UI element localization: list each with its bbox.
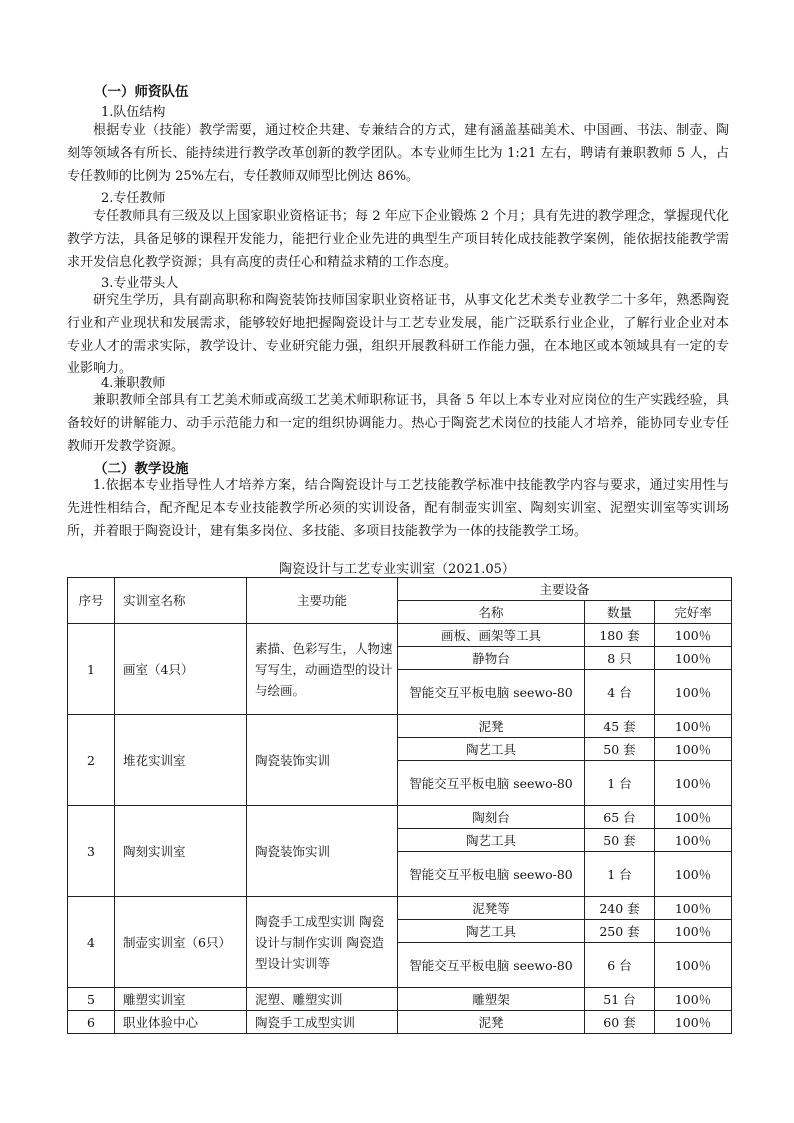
equipment-name: 陶艺工具 bbox=[398, 920, 585, 943]
equipment-rate: 100％ bbox=[655, 806, 732, 829]
row-room: 雕塑实训室 bbox=[115, 988, 247, 1011]
row-function: 泥塑、雕塑实训 bbox=[247, 988, 398, 1011]
equipment-quantity: 8 只 bbox=[585, 647, 655, 670]
subheading-program-leader: 3.专业带头人 bbox=[101, 276, 179, 291]
table-row bbox=[68, 715, 732, 738]
equipment-rate: 100％ bbox=[655, 943, 732, 988]
equipment-rate: 100％ bbox=[655, 738, 732, 761]
row-function: 陶瓷手工成型实训 陶瓷设计与制作实训 陶瓷造型设计实训等 bbox=[247, 897, 398, 988]
row-no: 6 bbox=[68, 1011, 115, 1034]
equipment-quantity: 50 套 bbox=[585, 738, 655, 761]
row-no: 1 bbox=[68, 624, 115, 715]
equipment-quantity: 240 套 bbox=[585, 897, 655, 920]
equipment-name: 泥凳 bbox=[398, 1011, 585, 1034]
equipment-quantity: 50 套 bbox=[585, 829, 655, 852]
paragraph-program-leader: 研究生学历，具有副高职称和陶瓷装饰技师国家职业资格证书，从事文化艺术类专业教学二十多年，熟悉陶瓷行业和产业现状和发展需求，能够较好地把握陶瓷设计与工艺专业发展，能广泛联系行业企业，了解行业企业对本专业人才的需求实际，教学设计、专业研究能力强，组织开展教科研工作能力强，在本地区或本领域具有一定的专业影响力。 bbox=[67, 293, 729, 377]
equipment-name: 智能交互平板电脑 seewo-80 bbox=[398, 761, 585, 806]
table-row bbox=[68, 806, 732, 829]
equipment-quantity: 250 套 bbox=[585, 920, 655, 943]
equipment-name: 智能交互平板电脑 seewo-80 bbox=[398, 670, 585, 715]
equipment-quantity: 180 套 bbox=[585, 624, 655, 647]
equipment-name: 画板、画架等工具 bbox=[398, 624, 585, 647]
row-no: 3 bbox=[68, 806, 115, 897]
row-no: 5 bbox=[68, 988, 115, 1011]
subheading-parttime-teachers: 4.兼职教师 bbox=[101, 376, 166, 391]
equipment-name: 静物台 bbox=[398, 647, 585, 670]
equipment-rate: 100％ bbox=[655, 715, 732, 738]
equipment-rate: 100％ bbox=[655, 988, 732, 1011]
equipment-rate: 100％ bbox=[655, 647, 732, 670]
row-function: 素描、色彩写生，人物速写写生，动画造型的设计与绘画。 bbox=[247, 624, 398, 715]
header-equipment-name: 名称 bbox=[398, 601, 585, 624]
paragraph-fulltime-teachers: 专任教师具有三级及以上国家职业资格证书；每 2 年应下企业锻炼 2 个月；具有先进的教学理念，掌握现代化教学方法，具备足够的课程开发能力，能把行业企业先进的典型生产项目转化成技能教学案例，能依据技能教学需求开发信息化教学资源；具有高度的责任心和精益求精的工作态度。 bbox=[67, 209, 729, 270]
equipment-name: 智能交互平板电脑 seewo-80 bbox=[398, 852, 585, 897]
row-room: 陶刻实训室 bbox=[115, 806, 247, 897]
paragraph-parttime-teachers: 兼职教师全部具有工艺美术师或高级工艺美术师职称证书，具备 5 年以上本专业对应岗位的生产实践经验，具备较好的讲解能力、动手示范能力和一定的组织协调能力。热心于陶瓷艺术岗位的技能人才培养，能协同专业专任教师开发教学资源。 bbox=[67, 393, 729, 454]
equipment-name: 泥凳 bbox=[398, 715, 585, 738]
subheading-fulltime-teachers: 2.专任教师 bbox=[101, 191, 166, 206]
equipment-quantity: 6 台 bbox=[585, 943, 655, 988]
subheading-team-structure: 1.队伍结构 bbox=[101, 105, 166, 120]
header-quantity: 数量 bbox=[585, 601, 655, 624]
table-row bbox=[68, 1011, 732, 1034]
table-row bbox=[68, 988, 732, 1011]
row-room: 画室（4只） bbox=[115, 624, 247, 715]
row-function: 陶瓷装饰实训 bbox=[247, 715, 398, 806]
table-row bbox=[68, 897, 732, 920]
equipment-name: 陶艺工具 bbox=[398, 829, 585, 852]
equipment-name: 泥凳等 bbox=[398, 897, 585, 920]
paragraph-facilities: 1.依据本专业指导性人才培养方案，结合陶瓷设计与工艺技能教学标准中技能教学内容与要求，通过实用性与先进性相结合，配齐配足本专业技能教学所必须的实训设备，配有制壶实训室、陶刻实训室、泥塑实训室等实训场所，并着眼于陶瓷设计，建有集多岗位、多技能、多项目技能教学为一体的技能教学工场。 bbox=[67, 478, 729, 539]
equipment-name: 雕塑架 bbox=[398, 988, 585, 1011]
header-function: 主要功能 bbox=[247, 578, 398, 624]
equipment-rate: 100％ bbox=[655, 920, 732, 943]
table-row bbox=[68, 624, 732, 647]
equipment-quantity: 65 台 bbox=[585, 806, 655, 829]
equipment-quantity: 4 台 bbox=[585, 670, 655, 715]
equipment-rate: 100％ bbox=[655, 624, 732, 647]
row-no: 2 bbox=[68, 715, 115, 806]
row-no: 4 bbox=[68, 897, 115, 988]
equipment-rate: 100％ bbox=[655, 852, 732, 897]
header-rate: 完好率 bbox=[655, 601, 732, 624]
row-function: 陶瓷手工成型实训 bbox=[247, 1011, 398, 1034]
equipment-rate: 100％ bbox=[655, 829, 732, 852]
section-title-facilities: （二）教学设施 bbox=[94, 461, 189, 477]
row-room: 制壶实训室（6只） bbox=[115, 897, 247, 988]
row-room: 职业体验中心 bbox=[115, 1011, 247, 1034]
equipment-quantity: 1 台 bbox=[585, 761, 655, 806]
table-header-row bbox=[68, 578, 732, 601]
equipment-quantity: 51 台 bbox=[585, 988, 655, 1011]
equipment-rate: 100％ bbox=[655, 1011, 732, 1034]
equipment-quantity: 60 套 bbox=[585, 1011, 655, 1034]
equipment-rate: 100％ bbox=[655, 670, 732, 715]
equipment-quantity: 1 台 bbox=[585, 852, 655, 897]
table-caption: 陶瓷设计与工艺专业实训室（2021.05） bbox=[279, 562, 515, 577]
row-function: 陶瓷装饰实训 bbox=[247, 806, 398, 897]
header-room: 实训室名称 bbox=[115, 578, 247, 624]
equipment-name: 智能交互平板电脑 seewo-80 bbox=[398, 943, 585, 988]
equipment-name: 陶艺工具 bbox=[398, 738, 585, 761]
equipment-rate: 100％ bbox=[655, 761, 732, 806]
section-title-faculty: （一）师资队伍 bbox=[94, 84, 189, 100]
equipment-name: 陶刻台 bbox=[398, 806, 585, 829]
paragraph-team-structure: 根据专业（技能）教学需要，通过校企共建、专兼结合的方式，建有涵盖基础美术、中国画、书法、制壶、陶刻等领域各有所长、能持续进行教学改革创新的教学团队。本专业师生比为 1:21 左右，聘请有兼职教师 5 人，占专任教师的比例为 25%左右，专任教师双师型比例达 86%。 bbox=[67, 123, 729, 184]
row-room: 堆花实训室 bbox=[115, 715, 247, 806]
training-rooms-table bbox=[67, 577, 732, 1034]
header-equipment: 主要设备 bbox=[398, 578, 732, 601]
equipment-quantity: 45 套 bbox=[585, 715, 655, 738]
equipment-rate: 100％ bbox=[655, 897, 732, 920]
header-no: 序号 bbox=[68, 578, 115, 624]
